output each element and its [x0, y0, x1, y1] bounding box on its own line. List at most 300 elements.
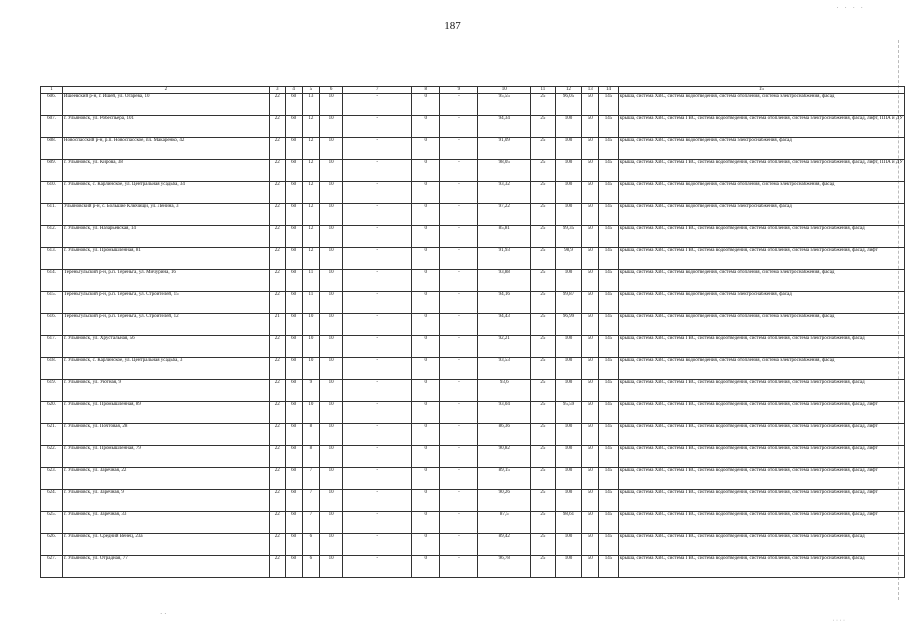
col-5: 12: [302, 116, 319, 138]
col-7: -: [343, 160, 412, 182]
row-number: 608.: [41, 138, 63, 160]
col-11: 25: [530, 556, 555, 578]
table-row: [41, 336, 905, 358]
col-4: 60: [285, 490, 302, 512]
col-3: 22: [269, 160, 285, 182]
address: г. Ульяновск, с. Карлинское, ул. Центральная усадьба, 34: [62, 182, 269, 204]
col-3: 22: [269, 512, 285, 534]
register-table: [40, 86, 905, 578]
row-number: 624.: [41, 490, 63, 512]
col-7: -: [343, 402, 412, 424]
col-7: -: [343, 116, 412, 138]
col-3: 21: [269, 314, 285, 336]
col-3: 22: [269, 468, 285, 490]
col-10: 87,5: [478, 512, 530, 534]
col-4: 60: [285, 248, 302, 270]
col-7: -: [343, 446, 412, 468]
col-14: 145: [599, 204, 618, 226]
col-6: 10: [319, 468, 342, 490]
col-11: 25: [530, 534, 555, 556]
work-list: крыша, система ХВС, система водоотведения, система электроснабжения, фасад: [618, 138, 904, 160]
table-row: [41, 424, 905, 446]
col-8: 0: [412, 446, 440, 468]
address: Новоспасский р-н, р.п. Новоспасское, пл. Макаренко, 42: [62, 138, 269, 160]
work-list: крыша, система ХВС, система ГВС, система водоотведения, система отопления, система электроснабжения, фасад, лифт, ППА и ДУ: [618, 160, 904, 182]
col-9: -: [440, 468, 478, 490]
col-6: 10: [319, 226, 342, 248]
col-3: 22: [269, 534, 285, 556]
col-8: 0: [412, 270, 440, 292]
col-5: 12: [302, 182, 319, 204]
row-number: 622.: [41, 446, 63, 468]
table-row: [41, 270, 905, 292]
col-6: 10: [319, 160, 342, 182]
col-7: -: [343, 204, 412, 226]
col-12: 100: [555, 446, 581, 468]
work-list: крыша, система ХВС, система ГВС, система водоотведения, система отопления, система электроснабжения, фасад, лифт: [618, 424, 904, 446]
col-13: 50: [582, 94, 599, 116]
table-row: [41, 358, 905, 380]
col-10: 93,6: [478, 380, 530, 402]
col-4: 60: [285, 512, 302, 534]
col-11: 25: [530, 226, 555, 248]
col-5: 12: [302, 204, 319, 226]
col-5: 6: [302, 556, 319, 578]
work-list: крыша, система ХВС, система ГВС, система водоотведения, система отопления, система электроснабжения, фасад, лифт: [618, 446, 904, 468]
col-12: 100: [555, 160, 581, 182]
col-3: 22: [269, 182, 285, 204]
col-10: 95,55: [478, 94, 530, 116]
col-6: 10: [319, 94, 342, 116]
col-10: 90,26: [478, 490, 530, 512]
address: г. Ульяновск, ул. Уютная, 9: [62, 380, 269, 402]
col-4: 60: [285, 138, 302, 160]
row-number: 612.: [41, 226, 63, 248]
row-number: 625.: [41, 512, 63, 534]
col-14: 145: [599, 182, 618, 204]
col-6: 10: [319, 138, 342, 160]
col-9: -: [440, 138, 478, 160]
col-11: 25: [530, 424, 555, 446]
table-row: [41, 468, 905, 490]
table-row: [41, 512, 905, 534]
col-5: 12: [302, 226, 319, 248]
column-number-15: 15: [618, 87, 904, 94]
scan-dots: · · · ·: [832, 618, 845, 624]
col-9: -: [440, 556, 478, 578]
col-13: 50: [582, 402, 599, 424]
col-4: 60: [285, 446, 302, 468]
address: Тереньгульский р-н, р.п. Тереньга, ул. Строителей, 15: [62, 292, 269, 314]
row-number: 606.: [41, 94, 63, 116]
row-number: 619.: [41, 380, 63, 402]
col-14: 145: [599, 336, 618, 358]
col-5: 7: [302, 512, 319, 534]
address: г. Ульяновск, ул. Промышленная, 89: [62, 402, 269, 424]
work-list: крыша, система ХВС, система водоотведения, система отопления, система электроснабжения, фасад: [618, 94, 904, 116]
address: Тереньгульский р-н, р.п. Тереньга, ул. Строителей, 12: [62, 314, 269, 336]
col-5: 12: [302, 160, 319, 182]
col-11: 25: [530, 358, 555, 380]
col-11: 25: [530, 248, 555, 270]
col-11: 25: [530, 94, 555, 116]
col-7: -: [343, 138, 412, 160]
col-12: 100: [555, 182, 581, 204]
col-11: 25: [530, 490, 555, 512]
col-4: 60: [285, 314, 302, 336]
column-number-13: 13: [582, 87, 599, 94]
col-14: 145: [599, 556, 618, 578]
address: Тереньгульский р-н, р.п. Тереньга, ул. Мичурина, 16: [62, 270, 269, 292]
col-6: 10: [319, 204, 342, 226]
col-10: 93,32: [478, 182, 530, 204]
col-10: 85,81: [478, 226, 530, 248]
address: г. Ульяновск, ул. Назарьевская, 14: [62, 226, 269, 248]
col-14: 145: [599, 292, 618, 314]
col-4: 60: [285, 204, 302, 226]
col-10: 90,82: [478, 446, 530, 468]
col-13: 50: [582, 226, 599, 248]
column-number-6: 6: [319, 87, 342, 94]
col-10: 94,34: [478, 116, 530, 138]
address: г. Ульяновск, ул. Заречная, 22: [62, 468, 269, 490]
row-number: 616.: [41, 314, 63, 336]
col-6: 10: [319, 270, 342, 292]
col-12: 96,99: [555, 314, 581, 336]
col-8: 0: [412, 116, 440, 138]
col-7: -: [343, 248, 412, 270]
col-3: 22: [269, 94, 285, 116]
col-8: 0: [412, 336, 440, 358]
scan-mark: · ·: [160, 610, 167, 618]
col-13: 50: [582, 138, 599, 160]
col-11: 25: [530, 446, 555, 468]
table-row: [41, 380, 905, 402]
col-7: -: [343, 94, 412, 116]
col-9: -: [440, 336, 478, 358]
address: Ульяновский р-н, с. Большие Ключищи, ул. Ленина, 3: [62, 204, 269, 226]
row-number: 617.: [41, 336, 63, 358]
col-8: 0: [412, 490, 440, 512]
col-11: 25: [530, 182, 555, 204]
col-14: 145: [599, 270, 618, 292]
row-number: 618.: [41, 358, 63, 380]
col-10: 94,16: [478, 292, 530, 314]
col-3: 22: [269, 490, 285, 512]
col-5: 13: [302, 94, 319, 116]
col-12: 100: [555, 138, 581, 160]
col-4: 60: [285, 160, 302, 182]
col-7: -: [343, 270, 412, 292]
column-number-12: 12: [555, 87, 581, 94]
col-13: 50: [582, 424, 599, 446]
col-12: 100: [555, 358, 581, 380]
col-4: 60: [285, 402, 302, 424]
col-12: 96,05: [555, 94, 581, 116]
col-4: 60: [285, 534, 302, 556]
col-7: -: [343, 314, 412, 336]
table-row: [41, 226, 905, 248]
corner-marks: · · · ·: [836, 4, 865, 12]
col-11: 25: [530, 314, 555, 336]
col-13: 50: [582, 380, 599, 402]
work-list: крыша, система ХВС, система водоотведения, система отопления, система электроснабжения, фасад: [618, 270, 904, 292]
col-13: 50: [582, 490, 599, 512]
work-list: крыша, система ХВС, система ГВС, система водоотведения, система отопления, система электроснабжения, фасад: [618, 534, 904, 556]
col-5: 12: [302, 248, 319, 270]
work-list: крыша, система ХВС, система ГВС, система водоотведения, система отопления, система электроснабжения, фасад, лифт: [618, 490, 904, 512]
col-7: -: [343, 182, 412, 204]
row-number: 615.: [41, 292, 63, 314]
col-11: 25: [530, 468, 555, 490]
address: г. Ульяновск, ул. Промышленная, 79: [62, 446, 269, 468]
col-6: 10: [319, 534, 342, 556]
address: г. Ульяновск, ул. Хрустальная, 56: [62, 336, 269, 358]
table-row: [41, 402, 905, 424]
col-11: 25: [530, 204, 555, 226]
col-3: 22: [269, 556, 285, 578]
table-row: [41, 556, 905, 578]
col-7: -: [343, 556, 412, 578]
col-7: -: [343, 336, 412, 358]
col-10: 89,42: [478, 534, 530, 556]
col-11: 25: [530, 270, 555, 292]
col-8: 0: [412, 226, 440, 248]
col-9: -: [440, 270, 478, 292]
col-10: 93,88: [478, 270, 530, 292]
col-4: 60: [285, 468, 302, 490]
col-8: 0: [412, 512, 440, 534]
col-12: 100: [555, 468, 581, 490]
col-13: 50: [582, 116, 599, 138]
col-14: 145: [599, 314, 618, 336]
col-13: 50: [582, 468, 599, 490]
column-number-14: 14: [599, 87, 618, 94]
table-row: [41, 534, 905, 556]
col-6: 10: [319, 556, 342, 578]
col-11: 25: [530, 336, 555, 358]
row-number: 613.: [41, 248, 63, 270]
address: г. Ульяновск, ул. Заречная, 9: [62, 490, 269, 512]
col-11: 25: [530, 160, 555, 182]
col-3: 22: [269, 116, 285, 138]
col-9: -: [440, 380, 478, 402]
col-6: 10: [319, 512, 342, 534]
col-12: 100: [555, 380, 581, 402]
table-row: [41, 138, 905, 160]
table-body: [41, 94, 905, 578]
col-6: 10: [319, 446, 342, 468]
col-9: -: [440, 116, 478, 138]
col-10: 93,53: [478, 358, 530, 380]
address: г. Ульяновск, ул. Кирова, 38: [62, 160, 269, 182]
table-row: [41, 94, 905, 116]
col-8: 0: [412, 556, 440, 578]
table-row: [41, 248, 905, 270]
col-6: 10: [319, 380, 342, 402]
row-number: 609.: [41, 160, 63, 182]
row-number: 614.: [41, 270, 63, 292]
col-7: -: [343, 534, 412, 556]
table-row: [41, 160, 905, 182]
col-8: 0: [412, 534, 440, 556]
col-10: 96,78: [478, 556, 530, 578]
row-number: 607.: [41, 116, 63, 138]
col-14: 145: [599, 358, 618, 380]
address: Ишеевский р-н, г. Ишей, ул. Огарёва, 10: [62, 94, 269, 116]
column-number-1: 1: [41, 87, 63, 94]
row-number: 610.: [41, 182, 63, 204]
col-7: -: [343, 358, 412, 380]
col-7: -: [343, 292, 412, 314]
col-3: 22: [269, 336, 285, 358]
col-3: 22: [269, 138, 285, 160]
col-14: 145: [599, 248, 618, 270]
col-5: 7: [302, 468, 319, 490]
col-14: 145: [599, 446, 618, 468]
col-14: 145: [599, 468, 618, 490]
column-number-3: 3: [269, 87, 285, 94]
col-13: 50: [582, 512, 599, 534]
col-3: 22: [269, 292, 285, 314]
col-12: 100: [555, 534, 581, 556]
row-number: 626.: [41, 534, 63, 556]
col-5: 8: [302, 424, 319, 446]
work-list: крыша, система ХВС, система водоотведения, система отопления, система электроснабжения, фасад: [618, 182, 904, 204]
col-3: 22: [269, 270, 285, 292]
col-11: 25: [530, 380, 555, 402]
col-14: 145: [599, 512, 618, 534]
col-5: 10: [302, 358, 319, 380]
col-4: 60: [285, 292, 302, 314]
col-13: 50: [582, 270, 599, 292]
col-5: 7: [302, 490, 319, 512]
work-list: крыша, система ХВС, система водоотведения, система отопления, система электроснабжения, фасад: [618, 314, 904, 336]
row-number: 611.: [41, 204, 63, 226]
col-14: 145: [599, 380, 618, 402]
col-9: -: [440, 248, 478, 270]
col-5: 10: [302, 314, 319, 336]
table-row: [41, 314, 905, 336]
table-row: [41, 490, 905, 512]
col-10: 89,15: [478, 468, 530, 490]
work-list: крыша, система ХВС, система ГВС, система водоотведения, система отопления, система электроснабжения, фасад, лифт, ППА и ДУ: [618, 116, 904, 138]
col-12: 100: [555, 490, 581, 512]
col-8: 0: [412, 292, 440, 314]
col-13: 50: [582, 292, 599, 314]
col-5: 12: [302, 138, 319, 160]
work-list: крыша, система ХВС, система ГВС, система водоотведения, система отопления, система электроснабжения, фасад, лифт: [618, 248, 904, 270]
address: г. Ульяновск, ул. Отрадная, 77: [62, 556, 269, 578]
col-13: 50: [582, 556, 599, 578]
col-8: 0: [412, 182, 440, 204]
row-number: 623.: [41, 468, 63, 490]
work-list: крыша, система ХВС, система водоотведения, система электроснабжения, фасад: [618, 204, 904, 226]
col-14: 145: [599, 226, 618, 248]
col-4: 60: [285, 182, 302, 204]
col-3: 22: [269, 446, 285, 468]
col-14: 145: [599, 138, 618, 160]
col-12: 100: [555, 270, 581, 292]
col-9: -: [440, 292, 478, 314]
column-number-5: 5: [302, 87, 319, 94]
col-9: -: [440, 358, 478, 380]
col-8: 0: [412, 138, 440, 160]
col-3: 22: [269, 424, 285, 446]
col-9: -: [440, 512, 478, 534]
col-12: 98,61: [555, 512, 581, 534]
col-4: 60: [285, 336, 302, 358]
col-4: 60: [285, 358, 302, 380]
col-12: 99,87: [555, 292, 581, 314]
col-9: -: [440, 226, 478, 248]
col-7: -: [343, 468, 412, 490]
col-14: 145: [599, 402, 618, 424]
col-11: 25: [530, 292, 555, 314]
col-6: 10: [319, 314, 342, 336]
col-13: 50: [582, 336, 599, 358]
col-11: 25: [530, 512, 555, 534]
col-10: 98,05: [478, 160, 530, 182]
col-10: 86,36: [478, 424, 530, 446]
column-number-11: 11: [530, 87, 555, 94]
col-9: -: [440, 446, 478, 468]
column-number-9: 9: [440, 87, 478, 94]
col-10: 91,93: [478, 248, 530, 270]
table-row: [41, 182, 905, 204]
col-12: 99,35: [555, 226, 581, 248]
col-8: 0: [412, 204, 440, 226]
col-5: 6: [302, 534, 319, 556]
address: г. Ульяновск, ул. Робеспьера, 101: [62, 116, 269, 138]
col-5: 10: [302, 336, 319, 358]
row-number: 620.: [41, 402, 63, 424]
col-12: 100: [555, 116, 581, 138]
col-6: 10: [319, 116, 342, 138]
col-4: 60: [285, 380, 302, 402]
col-10: 97,22: [478, 204, 530, 226]
col-4: 60: [285, 116, 302, 138]
column-number-4: 4: [285, 87, 302, 94]
col-13: 50: [582, 248, 599, 270]
col-12: 98,9: [555, 248, 581, 270]
row-number: 621.: [41, 424, 63, 446]
col-12: 100: [555, 556, 581, 578]
col-13: 50: [582, 358, 599, 380]
col-11: 25: [530, 138, 555, 160]
table-row: [41, 204, 905, 226]
col-9: -: [440, 490, 478, 512]
col-3: 22: [269, 248, 285, 270]
col-7: -: [343, 490, 412, 512]
col-13: 50: [582, 160, 599, 182]
col-14: 145: [599, 94, 618, 116]
col-12: 100: [555, 204, 581, 226]
col-3: 22: [269, 402, 285, 424]
col-8: 0: [412, 402, 440, 424]
col-14: 145: [599, 116, 618, 138]
page-number: 187: [444, 20, 461, 32]
table-row: [41, 116, 905, 138]
col-5: 8: [302, 446, 319, 468]
col-9: -: [440, 204, 478, 226]
address: г. Ульяновск, ул. Средний Венец, 23а: [62, 534, 269, 556]
column-number-row: [41, 87, 905, 94]
col-9: -: [440, 94, 478, 116]
col-8: 0: [412, 314, 440, 336]
col-13: 50: [582, 446, 599, 468]
work-list: крыша, система ХВС, система ГВС, система водоотведения, система отопления, система электроснабжения, фасад: [618, 556, 904, 578]
